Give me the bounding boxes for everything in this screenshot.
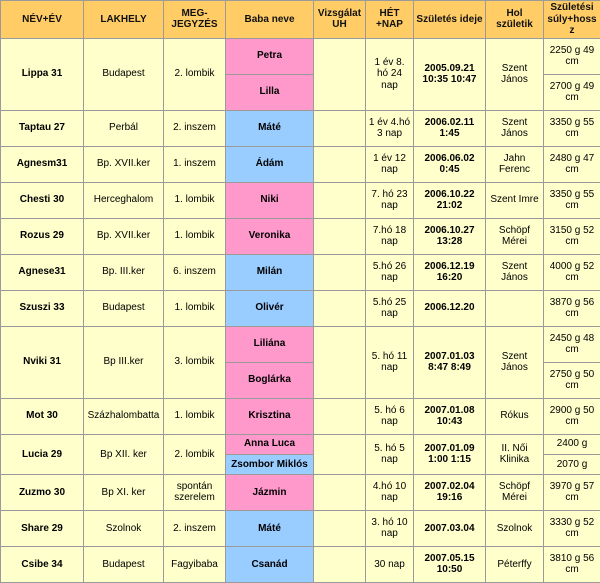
cell-ultrasound[interactable] — [314, 546, 366, 582]
cell-baby-name[interactable]: Lilla — [226, 74, 314, 110]
cell-baby-name[interactable]: Niki — [226, 182, 314, 218]
cell-residence[interactable]: Perbál — [84, 110, 164, 146]
cell-mother-name[interactable]: Szuszi 33 — [1, 290, 84, 326]
cell-birth-time[interactable]: 2007.03.04 — [414, 510, 486, 546]
table-row — [1, 110, 600, 146]
cell-week-day[interactable]: 5. hó 11 nap — [366, 326, 414, 398]
cell-birth-size[interactable]: 2250 g 49 cm — [544, 38, 600, 74]
cell-mother-name[interactable]: Rozus 29 — [1, 218, 84, 254]
cell-note[interactable]: 1. lombik — [164, 218, 226, 254]
cell-mother-name[interactable]: Chesti 30 — [1, 182, 84, 218]
table-header-row — [1, 1, 600, 39]
table-row — [1, 546, 600, 582]
table-row — [1, 182, 600, 218]
cell-baby-name[interactable]: Zsombor Miklós — [226, 454, 314, 474]
cell-residence[interactable]: Herceghalom — [84, 182, 164, 218]
cell-note[interactable]: Fagyibaba — [164, 546, 226, 582]
cell-note[interactable]: 1. inszem — [164, 146, 226, 182]
cell-birth-size[interactable]: 2750 g 50 cm — [544, 362, 600, 398]
cell-birth-size[interactable]: 2400 g — [544, 434, 600, 454]
cell-birth-size[interactable]: 3350 g 55 cm — [544, 110, 600, 146]
column-header-week-day[interactable]: HÉT +NAP — [366, 1, 414, 39]
cell-note[interactable]: 1. lombik — [164, 290, 226, 326]
cell-mother-name[interactable]: Agnesm31 — [1, 146, 84, 182]
cell-birth-size[interactable]: 2450 g 48 cm — [544, 326, 600, 362]
cell-birth-size[interactable]: 2900 g 50 cm — [544, 398, 600, 434]
cell-ultrasound[interactable] — [314, 290, 366, 326]
cell-ultrasound[interactable] — [314, 38, 366, 110]
cell-baby-name[interactable]: Jázmin — [226, 474, 314, 510]
cell-birth-place[interactable]: Szent János — [486, 38, 544, 110]
cell-ultrasound[interactable] — [314, 434, 366, 474]
cell-mother-name[interactable]: Zuzmo 30 — [1, 474, 84, 510]
cell-birth-place[interactable]: II. Női Klinika — [486, 434, 544, 474]
cell-mother-name[interactable]: Taptau 27 — [1, 110, 84, 146]
table-body — [1, 38, 600, 583]
cell-ultrasound[interactable] — [314, 398, 366, 434]
cell-note[interactable]: 2. inszem — [164, 110, 226, 146]
column-header-ultrasound[interactable]: Vizsgálat UH — [314, 1, 366, 39]
cell-birth-size[interactable]: 3150 g 52 cm — [544, 218, 600, 254]
cell-mother-name[interactable]: Lippa 31 — [1, 38, 84, 110]
cell-mother-name[interactable]: Agnese31 — [1, 254, 84, 290]
cell-note[interactable]: 1. lombik — [164, 182, 226, 218]
cell-residence[interactable]: Bp XI. ker — [84, 474, 164, 510]
cell-birth-place[interactable]: Schöpf Mérei — [486, 474, 544, 510]
cell-week-day[interactable]: 1 év 12 nap — [366, 146, 414, 182]
cell-mother-name[interactable]: Lucia 29 — [1, 434, 84, 474]
cell-note[interactable]: 2. lombik — [164, 434, 226, 474]
cell-week-day[interactable]: 1 év 8. hó 24 nap — [366, 38, 414, 110]
cell-residence[interactable]: Budapest — [84, 546, 164, 582]
cell-birth-place[interactable]: Szolnok — [486, 510, 544, 546]
cell-birth-time[interactable]: 2007.05.15 10:50 — [414, 546, 486, 582]
cell-birth-place[interactable]: Jahn Ferenc — [486, 146, 544, 182]
cell-birth-place[interactable]: Szent János — [486, 254, 544, 290]
cell-residence[interactable]: Budapest — [84, 290, 164, 326]
cell-baby-name[interactable]: Olivér — [226, 290, 314, 326]
column-header-note[interactable]: MEG-JEGYZÉS — [164, 1, 226, 39]
cell-residence[interactable]: Budapest — [84, 38, 164, 110]
table-row — [1, 254, 600, 290]
cell-birth-place[interactable]: Szent János — [486, 110, 544, 146]
column-header-birth-time[interactable]: Születés ideje — [414, 1, 486, 39]
cell-residence[interactable]: Bp. XVII.ker — [84, 146, 164, 182]
cell-week-day[interactable]: 7.hó 18 nap — [366, 218, 414, 254]
cell-birth-time[interactable]: 2006.02.11 1:45 — [414, 110, 486, 146]
cell-residence[interactable]: Százhalombatta — [84, 398, 164, 434]
cell-baby-name[interactable]: Ádám — [226, 146, 314, 182]
cell-baby-name[interactable]: Máté — [226, 110, 314, 146]
column-header-name[interactable]: NÉV+ÉV — [1, 1, 84, 39]
table-row — [1, 326, 600, 362]
cell-birth-size[interactable]: 3350 g 55 cm — [544, 182, 600, 218]
column-header-place[interactable]: LAKHELY — [84, 1, 164, 39]
cell-birth-place[interactable]: Schöpf Mérei — [486, 218, 544, 254]
cell-birth-time[interactable]: 2007.01.09 1:00 1:15 — [414, 434, 486, 474]
table-row — [1, 398, 600, 434]
cell-residence[interactable]: Bp. III.ker — [84, 254, 164, 290]
cell-residence[interactable]: Bp XII. ker — [84, 434, 164, 474]
cell-birth-size[interactable]: 3970 g 57 cm — [544, 474, 600, 510]
cell-note[interactable]: spontán szerelem — [164, 474, 226, 510]
cell-birth-size[interactable]: 3330 g 52 cm — [544, 510, 600, 546]
cell-week-day[interactable]: 7. hó 23 nap — [366, 182, 414, 218]
cell-week-day[interactable]: 5.hó 26 nap — [366, 254, 414, 290]
cell-mother-name[interactable]: Nviki 31 — [1, 326, 84, 398]
cell-week-day[interactable]: 5.hó 25 nap — [366, 290, 414, 326]
cell-note[interactable]: 1. lombik — [164, 398, 226, 434]
cell-birth-time[interactable]: 2007.01.03 8:47 8:49 — [414, 326, 486, 398]
cell-birth-time[interactable]: 2006.10.27 13:28 — [414, 218, 486, 254]
cell-birth-place[interactable]: Szent János — [486, 326, 544, 398]
cell-ultrasound[interactable] — [314, 326, 366, 398]
column-header-birth-size[interactable]: Születési súly+hossz — [544, 1, 600, 39]
cell-mother-name[interactable]: Csibe 34 — [1, 546, 84, 582]
cell-birth-time[interactable]: 2006.12.19 16:20 — [414, 254, 486, 290]
table-row — [1, 290, 600, 326]
table-row — [1, 434, 600, 454]
cell-birth-place[interactable]: Péterffy — [486, 546, 544, 582]
table-row — [1, 146, 600, 182]
table-row — [1, 510, 600, 546]
table-row — [1, 474, 600, 510]
cell-residence[interactable]: Bp. XVII.ker — [84, 218, 164, 254]
cell-birth-place[interactable]: Szent Imre — [486, 182, 544, 218]
cell-baby-name[interactable]: Csanád — [226, 546, 314, 582]
cell-week-day[interactable]: 3. hó 10 nap — [366, 510, 414, 546]
cell-birth-time[interactable]: 2007.01.08 10:43 — [414, 398, 486, 434]
cell-mother-name[interactable]: Mot 30 — [1, 398, 84, 434]
cell-baby-name[interactable]: Krisztina — [226, 398, 314, 434]
cell-birth-size[interactable]: 3870 g 56 cm — [544, 290, 600, 326]
table-row — [1, 218, 600, 254]
cell-week-day[interactable]: 5. hó 5 nap — [366, 434, 414, 474]
cell-note[interactable]: 2. lombik — [164, 38, 226, 110]
cell-ultrasound[interactable] — [314, 146, 366, 182]
table-row — [1, 38, 600, 74]
cell-week-day[interactable]: 5. hó 6 nap — [366, 398, 414, 434]
cell-birth-time[interactable]: 2006.10.22 21:02 — [414, 182, 486, 218]
cell-birth-place[interactable] — [486, 290, 544, 326]
cell-birth-size[interactable]: 2480 g 47 cm — [544, 146, 600, 182]
cell-ultrasound[interactable] — [314, 510, 366, 546]
cell-baby-name[interactable]: Petra — [226, 38, 314, 74]
cell-birth-time[interactable]: 2005.09.21 10:35 10:47 — [414, 38, 486, 110]
cell-birth-time[interactable]: 2006.06.02 0:45 — [414, 146, 486, 182]
cell-ultrasound[interactable] — [314, 218, 366, 254]
column-header-baby-name[interactable]: Baba neve — [226, 1, 314, 39]
cell-mother-name[interactable]: Share 29 — [1, 510, 84, 546]
cell-residence[interactable]: Szolnok — [84, 510, 164, 546]
cell-birth-time[interactable]: 2006.12.20 — [414, 290, 486, 326]
cell-ultrasound[interactable] — [314, 474, 366, 510]
cell-birth-size[interactable]: 2700 g 49 cm — [544, 74, 600, 110]
cell-note[interactable]: 6. inszem — [164, 254, 226, 290]
cell-baby-name[interactable]: Milán — [226, 254, 314, 290]
cell-baby-name[interactable]: Anna Luca — [226, 434, 314, 454]
cell-baby-name[interactable]: Liliána — [226, 326, 314, 362]
cell-note[interactable]: 2. inszem — [164, 510, 226, 546]
cell-week-day[interactable]: 30 nap — [366, 546, 414, 582]
cell-birth-time[interactable]: 2007.02.04 19:16 — [414, 474, 486, 510]
cell-ultrasound[interactable] — [314, 182, 366, 218]
cell-week-day[interactable]: 4.hó 10 nap — [366, 474, 414, 510]
cell-residence[interactable]: Bp III.ker — [84, 326, 164, 398]
cell-ultrasound[interactable] — [314, 254, 366, 290]
cell-baby-name[interactable]: Máté — [226, 510, 314, 546]
cell-baby-name[interactable]: Boglárka — [226, 362, 314, 398]
cell-birth-size[interactable]: 2070 g — [544, 454, 600, 474]
cell-birth-place[interactable]: Rókus — [486, 398, 544, 434]
cell-birth-size[interactable]: 4000 g 52 cm — [544, 254, 600, 290]
cell-note[interactable]: 3. lombik — [164, 326, 226, 398]
column-header-birth-place[interactable]: Hol születik — [486, 1, 544, 39]
cell-baby-name[interactable]: Veronika — [226, 218, 314, 254]
cell-week-day[interactable]: 1 év 4.hó 3 nap — [366, 110, 414, 146]
cell-ultrasound[interactable] — [314, 110, 366, 146]
cell-birth-size[interactable]: 3810 g 56 cm — [544, 546, 600, 582]
